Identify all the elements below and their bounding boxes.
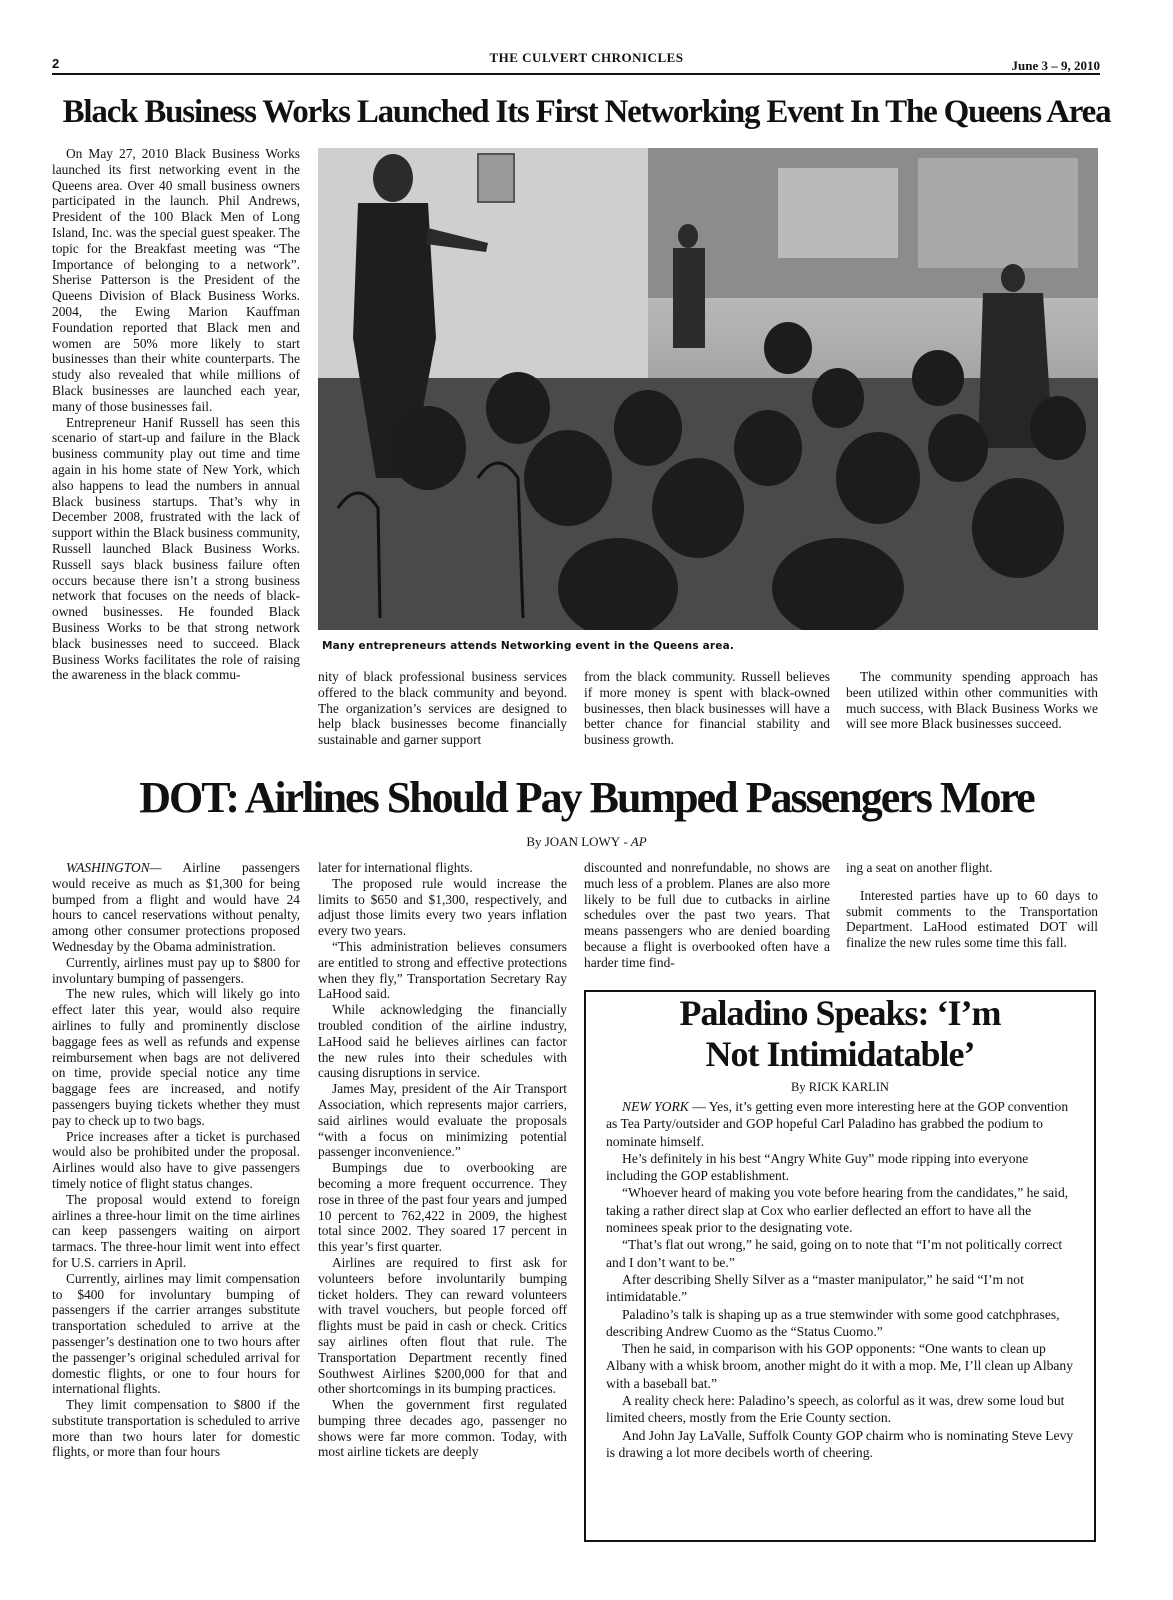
article2-paragraph: Currently, airlines must pay up to $800 for involuntary bumping of passengers. [52, 954, 300, 986]
byline-author: By JOAN LOWY [526, 834, 621, 849]
header-rule [52, 73, 1100, 75]
article3-paragraph: Then he said, in comparison with his GOP opponents: “One wants to clean up Albany with a whisk broom, another might do it with a mop. Me, I’ll clean up Albany with a baseball bat.” [606, 1341, 1074, 1391]
article1-headline: Black Business Works Launched Its First Networking Event In The Queens Area [62, 94, 1111, 130]
article2-paragraph: Airlines are required to first ask for volunteers before involuntarily bumping ticket holders. They can reward volunteers with travel vouchers, but people forced off flights must be paid in cash or check. Critics say airlines often flout that rule. The Transportation Department recently fined Southwest Airlines $200,000 for that and other shortcomings in its bumping practices. [318, 1254, 567, 1397]
article2-paragraph: When the government first regulated bumping three decades ago, passenger no shows were far more common. Today, with most airline tickets are deeply [318, 1397, 567, 1460]
article1-paragraph: On May 27, 2010 Black Business Works launched its first networking event in the Queens area. Over 40 small business owners participated in the launch. Phil Andrews, President of the 100 Black Men of Long Island, Inc. was the special guest speaker. The topic for the Breakfast meeting was “The Importance of belonging to a network”. Sherise Patterson is the President of the Queens Division of Black Business Works. 2004, the Ewing Marion Kauffman Foundation reported that Black men and women are 50% more likely to start businesses than their white counterparts. The study also revealed that while millions of Black businesses are launched each year, many of those businesses fail. [52, 146, 300, 414]
issue-date: June 3 – 9, 2010 [1011, 58, 1100, 73]
page-number: 2 [52, 56, 60, 71]
article2-paragraph: later for international flights. [318, 860, 473, 875]
article3-byline: By RICK KARLIN [791, 1080, 889, 1094]
article3-paragraph: Paladino’s talk is shaping up as a true stemwinder with some good catchphrases, describing Andrew Cuomo as the “Status Cuomo.” [606, 1306, 1060, 1339]
article2-headline: DOT: Airlines Should Pay Bumped Passengers More [139, 773, 1034, 822]
photo-illustration [318, 148, 1098, 630]
networking-event-photo [318, 148, 1098, 630]
article2-paragraph: The proposal would extend to foreign airlines a three-hour limit on the time airlines can keep passengers waiting on airport tarmacs. The three-hour limit went into effect for U.S. carriers in April. [52, 1191, 300, 1270]
article2-paragraph: The proposed rule would increase the limits to $650 and $1,300, respectively, and adjust those limits every two years inflation every two years. [318, 875, 567, 939]
article2-paragraph: While acknowledging the financially troubled condition of the airline industry, LaHood said he believes airlines can factor the new rules into their schedules with causing disruptions in service. [318, 1002, 567, 1081]
article1-paragraph: nity of black professional business services offered to the black community and beyond. The organization’s services are designed to help black businesses become financially sustainable and garner support [318, 669, 567, 748]
article2-column-3 [584, 860, 830, 971]
article3-paragraph: After describing Shelly Silver as a “master manipulator,” he said “I’m not intimidatable.” [606, 1271, 1024, 1305]
article2-paragraph: Interested parties have up to 60 days to submit comments to the Transportation Department. LaHood estimated DOT will finalize the new rules some time this fall. [846, 887, 1098, 951]
article3-paragraph: A reality check here: Paladino’s speech, as colorful as it was, drew some loud but limited cheers, mostly from the Erie County section. [606, 1393, 1065, 1426]
article3-paragraph: And John Jay LaValle, Suffolk County GOP chairm who is nominating Steve Levy is drawing a lot more decibels worth of cheering. [606, 1427, 1074, 1460]
article1-column-3 [584, 669, 830, 748]
article2-paragraph: They limit compensation to $800 if the substitute transportation is scheduled to arrive more than two hours later for domestic flights, or more than four hours [52, 1397, 300, 1460]
article1-column-2 [318, 669, 567, 748]
article2-paragraph: ing a seat on another flight. [846, 860, 993, 875]
article3-paragraph: — Yes, it’s getting even more interesting here at the GOP convention as Tea Party/outsider and GOP hopeful Carl Paladino has grabbed the podium to nominate himself. [606, 1099, 1069, 1149]
article3-headline-line: Paladino Speaks: ‘I’m [679, 993, 1001, 1033]
article2-column-1 [52, 860, 300, 1460]
article3-paragraph: “Whoever heard of making you vote before hearing from the candidates,” he said, taking a rather direct slap at Cox who earlier deflected an effort to have all the nominees speak prior to the designating vote. [606, 1185, 1069, 1236]
article2-paragraph: James May, president of the Air Transport Association, which represents major carriers, said airlines would evaluate the proposals “with a focus on minimizing potential passenger inconvenience.” [318, 1081, 567, 1160]
article1-paragraph: Entrepreneur Hanif Russell has seen this scenario of start-up and failure in the Black business community play out time and time again in his home state of New York, which also happens to lead the numbers in annual Black business startups. That’s why in December 2008, frustrated with the lack of support within the Black business community, Russell launched Black Business Works. Russell says black business failure often occurs because there isn’t a strong business network that focuses on the needs of black-owned businesses. He founded Black Business Works to be that strong network black businesses need to succeed. Black Business Works facilitates the role of raising the awareness in the black commu- [52, 414, 300, 683]
masthead: THE CULVERT CHRONICLES [489, 50, 684, 65]
article3-headline [584, 993, 1096, 1075]
article2-paragraph: Price increases after a ticket is purchased would also be prohibited under the proposal. Airlines would also have to give passengers timely notice of flight status changes. [52, 1128, 300, 1191]
article2-column-4 [846, 860, 1098, 951]
article2-byline [0, 834, 1173, 850]
article2-paragraph: Currently, airlines may limit compensation to $400 for involuntary bumping of passengers if the carrier arranges substitute transportation scheduled to arrive at the passenger’s destination one to two hours after the passenger’s original scheduled arrival for domestic flights, or one to four hours for international flights. [52, 1270, 300, 1397]
article2-paragraph: discounted and nonrefundable, no shows are much less of a problem. Planes are also more likely to be full due to cutbacks in airline schedules over the past two years. That means passengers who are denied boarding because a flight is overbooked often have a harder time find- [584, 860, 830, 970]
dateline: WASHINGTON— [66, 860, 162, 875]
photo-caption: Many entrepreneurs attends Networking event in the Queens area. [322, 640, 735, 652]
article1-column-4 [846, 669, 1098, 732]
article3-paragraph: He’s definitely in his best “Angry White Guy” mode ripping into everyone including the GOP establishment. [606, 1150, 1029, 1184]
article3-body [606, 1098, 1074, 1461]
article3-headline-line: Not Intimidatable’ [705, 1034, 975, 1074]
article2-column-2 [318, 860, 567, 1460]
article2-paragraph: Airline passengers would receive as much as $1,300 for being bumped from a flight and would have 24 hours to cancel reservations without penalty, among other consumer protections proposed Wednesday by the Obama administration. [52, 860, 300, 954]
dateline: NEW YORK [622, 1099, 689, 1114]
byline-source: - AP [620, 834, 647, 849]
article2-paragraph: Bumpings due to overbooking are becoming a more frequent occurrence. They rose in three of the past four years and jumped 10 percent to 762,422 in 2009, the highest total since 2002. They soared 17 percent in this year’s first quarter. [318, 1160, 567, 1255]
article2-paragraph: “This administration believes consumers are entitled to strong and effective protections when they fly,” Transportation Secretary Ray LaHood said. [318, 938, 567, 1002]
article2-paragraph: The new rules, which will likely go into effect later this year, would also require airlines to fully and prominently disclose baggage fees as well as refunds and expense reimbursement when bags are not delivered on time, provide special notice any time baggage fees are increased, and notify passengers buying tickets whether they must pay to check up to two bags. [52, 986, 300, 1128]
article1-paragraph: The community spending approach has been utilized within other communities with much success, with Black Business Works we will see more Black businesses succeed. [846, 669, 1098, 732]
article1-paragraph: from the black community. Russell believes if more money is spent with black-owned businesses, then black businesses will have a better chance for financial stability and business growth. [584, 669, 830, 748]
article3-paragraph: “That’s flat out wrong,” he said, going on to note that “I’m not politically correct and I don’t want to be.” [606, 1237, 1063, 1270]
article1-column-1 [52, 146, 300, 683]
